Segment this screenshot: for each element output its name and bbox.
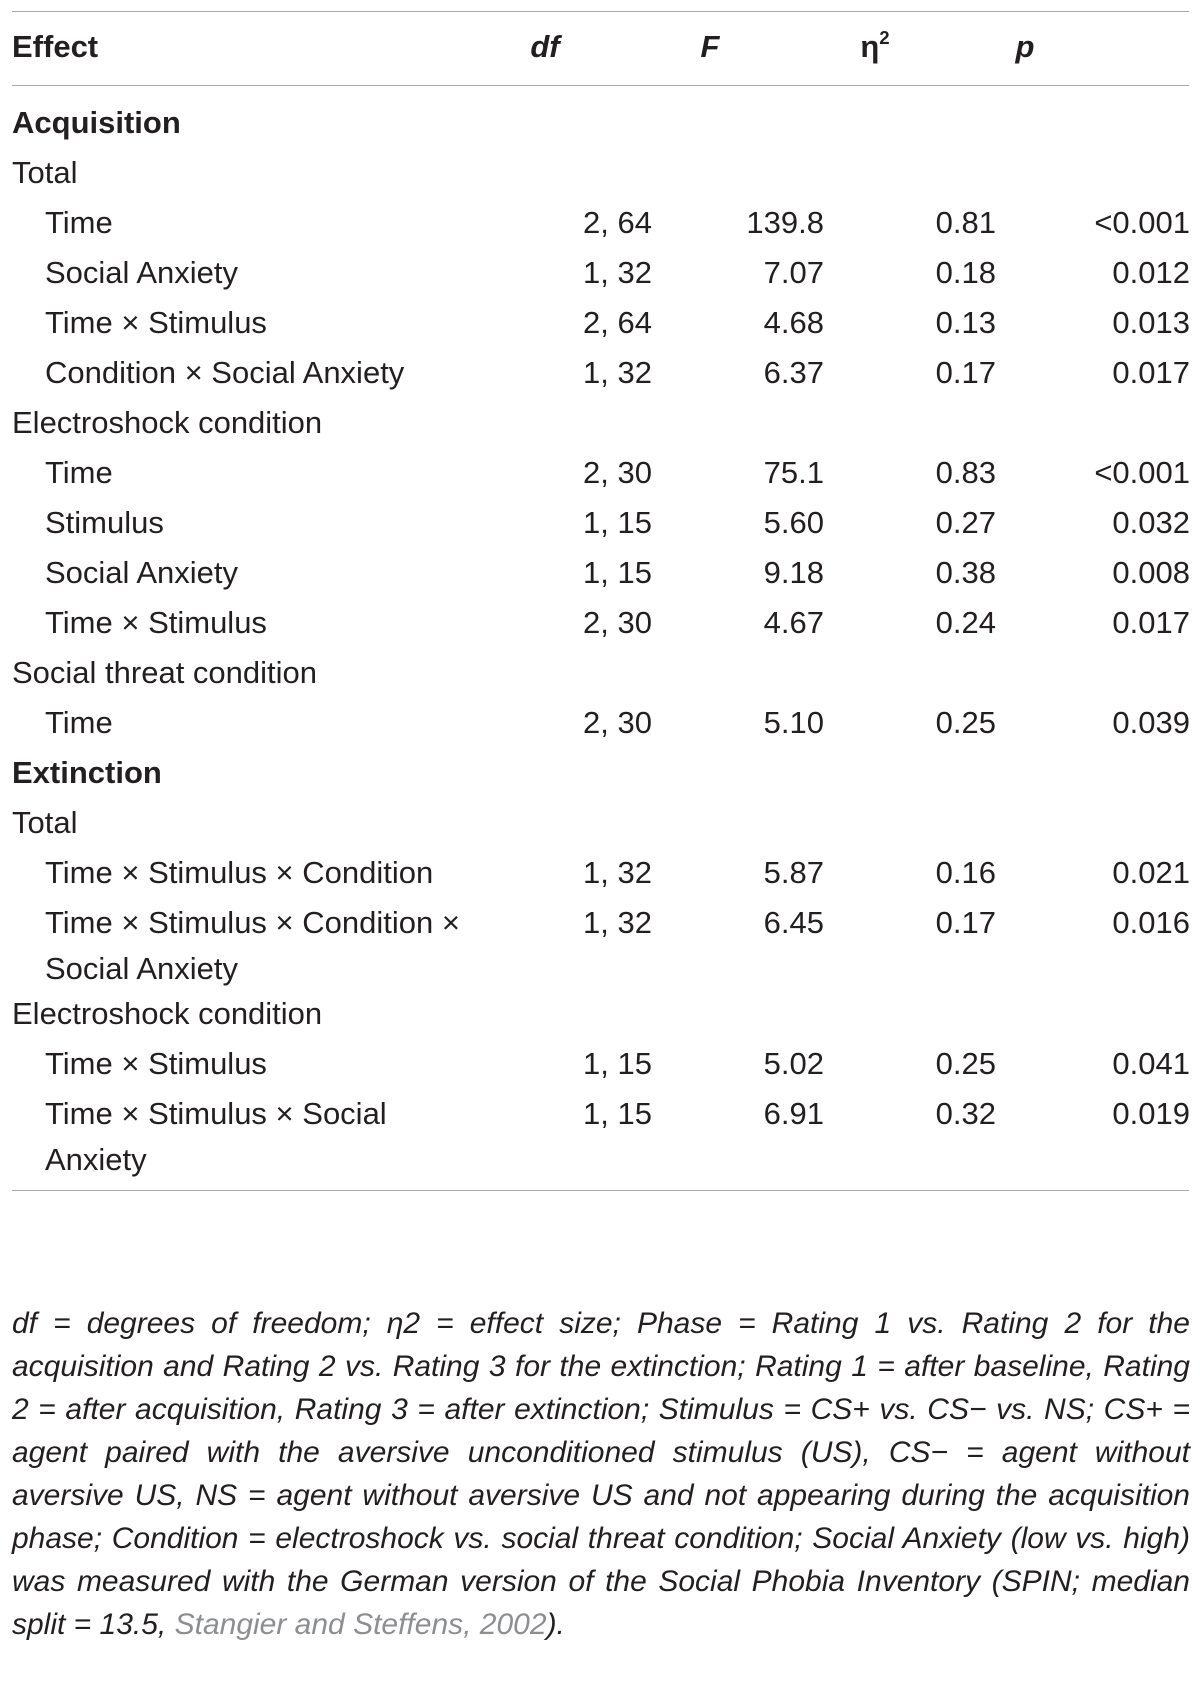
f-value: 5.10 bbox=[763, 705, 824, 740]
df-value: 2, 30 bbox=[583, 455, 652, 490]
df-value: 1, 32 bbox=[583, 855, 652, 890]
df-value: 2, 64 bbox=[583, 305, 652, 340]
group-label: Electroshock condition bbox=[12, 405, 323, 440]
table-row bbox=[0, 346, 1200, 400]
df-value: 1, 32 bbox=[583, 905, 652, 940]
eta-value: 0.16 bbox=[935, 855, 996, 890]
header-f: F bbox=[700, 29, 720, 64]
p-value: 0.012 bbox=[1112, 255, 1190, 290]
eta-value: 0.25 bbox=[935, 1046, 996, 1081]
group-row bbox=[0, 796, 1200, 850]
f-value: 6.37 bbox=[763, 355, 824, 390]
p-value: 0.032 bbox=[1112, 505, 1190, 540]
table-row bbox=[0, 196, 1200, 250]
f-value: 6.45 bbox=[763, 905, 824, 940]
f-value: 4.68 bbox=[763, 305, 824, 340]
effect-label: Social Anxiety bbox=[45, 255, 238, 290]
effect-label: Time × Stimulus × Condition × Social Anxiety bbox=[45, 905, 460, 986]
header-eta-sup: 2 bbox=[879, 26, 890, 48]
df-value: 1, 15 bbox=[583, 1046, 652, 1081]
f-value: 5.02 bbox=[763, 1046, 824, 1081]
df-value: 2, 64 bbox=[583, 205, 652, 240]
eta-value: 0.32 bbox=[935, 1096, 996, 1131]
f-value: 6.91 bbox=[763, 1096, 824, 1131]
p-value: 0.016 bbox=[1112, 905, 1190, 940]
eta-value: 0.27 bbox=[935, 505, 996, 540]
eta-value: 0.83 bbox=[935, 455, 996, 490]
eta-value: 0.13 bbox=[935, 305, 996, 340]
footnote-citation: Stangier and Steffens, 2002 bbox=[174, 1608, 547, 1641]
table-header bbox=[0, 20, 1200, 74]
table-row bbox=[0, 896, 1200, 996]
df-value: 1, 15 bbox=[583, 555, 652, 590]
header-df: df bbox=[530, 29, 560, 64]
table-row bbox=[0, 696, 1200, 750]
f-value: 75.1 bbox=[763, 455, 824, 490]
f-value: 9.18 bbox=[763, 555, 824, 590]
eta-value: 0.25 bbox=[935, 705, 996, 740]
table-row bbox=[0, 846, 1200, 900]
table-row bbox=[0, 1087, 1200, 1187]
table-row bbox=[0, 596, 1200, 650]
effect-label: Time × Stimulus bbox=[45, 605, 267, 640]
p-value: <0.001 bbox=[1094, 455, 1190, 490]
section-row bbox=[0, 746, 1200, 800]
df-value: 1, 32 bbox=[583, 255, 652, 290]
footnote-end: ). bbox=[546, 1608, 565, 1641]
table-row bbox=[0, 1037, 1200, 1091]
df-value: 1, 15 bbox=[583, 1096, 652, 1131]
table-row bbox=[0, 546, 1200, 600]
f-value: 5.87 bbox=[763, 855, 824, 890]
header-p: p bbox=[1015, 29, 1035, 64]
eta-value: 0.17 bbox=[935, 905, 996, 940]
section-label: Extinction bbox=[12, 755, 162, 790]
group-label: Electroshock condition bbox=[12, 996, 323, 1031]
table-row bbox=[0, 496, 1200, 550]
group-label: Social threat condition bbox=[12, 655, 318, 690]
p-value: 0.008 bbox=[1112, 555, 1190, 590]
footnote-text: df = degrees of freedom; η2 = effect size; Phase = Rating 1 vs. Rating 2 for the acquisition and Rating 2 vs. Rating 3 for the extinction; Rating 1 = after baseline, Rating 2 = after acquisition, Rating 3 = after extinction; Stimulus = CS+ vs. CS− vs. NS; CS+ = agent paired with the aversive unconditioned stimulus (US), CS− = agent without aversive US, NS = agent without aversive US and not appearing during the acquisition phase; Condition = electroshock vs. social threat condition; Social Anxiety (low vs. high) was measured with the German version of the Social Phobia Inventory (SPIN; median split = 13.5, bbox=[12, 1307, 1190, 1641]
bottom-rule bbox=[12, 1190, 1189, 1191]
table-footnote bbox=[12, 1302, 1190, 1646]
header-eta: η bbox=[860, 29, 880, 64]
eta-value: 0.17 bbox=[935, 355, 996, 390]
effect-label: Condition × Social Anxiety bbox=[45, 355, 405, 390]
group-label: Total bbox=[12, 155, 78, 190]
group-row bbox=[0, 646, 1200, 700]
df-value: 2, 30 bbox=[583, 605, 652, 640]
p-value: 0.013 bbox=[1112, 305, 1190, 340]
eta-value: 0.24 bbox=[935, 605, 996, 640]
p-value: 0.019 bbox=[1112, 1096, 1190, 1131]
effect-label: Time × Stimulus × Condition bbox=[45, 855, 434, 890]
p-value: 0.021 bbox=[1112, 855, 1190, 890]
p-value: 0.017 bbox=[1112, 605, 1190, 640]
f-value: 4.67 bbox=[763, 605, 824, 640]
group-label: Total bbox=[12, 805, 78, 840]
df-value: 1, 32 bbox=[583, 355, 652, 390]
effect-label: Social Anxiety bbox=[45, 555, 238, 590]
group-row bbox=[0, 146, 1200, 200]
df-value: 2, 30 bbox=[583, 705, 652, 740]
top-rule bbox=[12, 11, 1189, 12]
effect-label: Stimulus bbox=[45, 505, 164, 540]
effect-label: Time × Stimulus × Social Anxiety bbox=[45, 1096, 387, 1177]
eta-value: 0.81 bbox=[935, 205, 996, 240]
f-value: 7.07 bbox=[763, 255, 824, 290]
header-rule bbox=[12, 85, 1189, 86]
p-value: 0.039 bbox=[1112, 705, 1190, 740]
table-row bbox=[0, 296, 1200, 350]
effect-label: Time bbox=[45, 455, 113, 490]
effect-label: Time × Stimulus bbox=[45, 1046, 267, 1081]
p-value: 0.017 bbox=[1112, 355, 1190, 390]
table-row bbox=[0, 446, 1200, 500]
header-effect: Effect bbox=[12, 29, 99, 64]
f-value: 5.60 bbox=[763, 505, 824, 540]
df-value: 1, 15 bbox=[583, 505, 652, 540]
effect-label: Time × Stimulus bbox=[45, 305, 267, 340]
section-label: Acquisition bbox=[12, 105, 181, 140]
eta-value: 0.18 bbox=[935, 255, 996, 290]
table-row bbox=[0, 246, 1200, 300]
p-value: <0.001 bbox=[1094, 205, 1190, 240]
header-eta-squared bbox=[845, 20, 905, 74]
p-value: 0.041 bbox=[1112, 1046, 1190, 1081]
group-row bbox=[0, 987, 1200, 1041]
section-row bbox=[0, 96, 1200, 150]
f-value: 139.8 bbox=[746, 205, 824, 240]
effect-label: Time bbox=[45, 705, 113, 740]
group-row bbox=[0, 396, 1200, 450]
effect-label: Time bbox=[45, 205, 113, 240]
eta-value: 0.38 bbox=[935, 555, 996, 590]
